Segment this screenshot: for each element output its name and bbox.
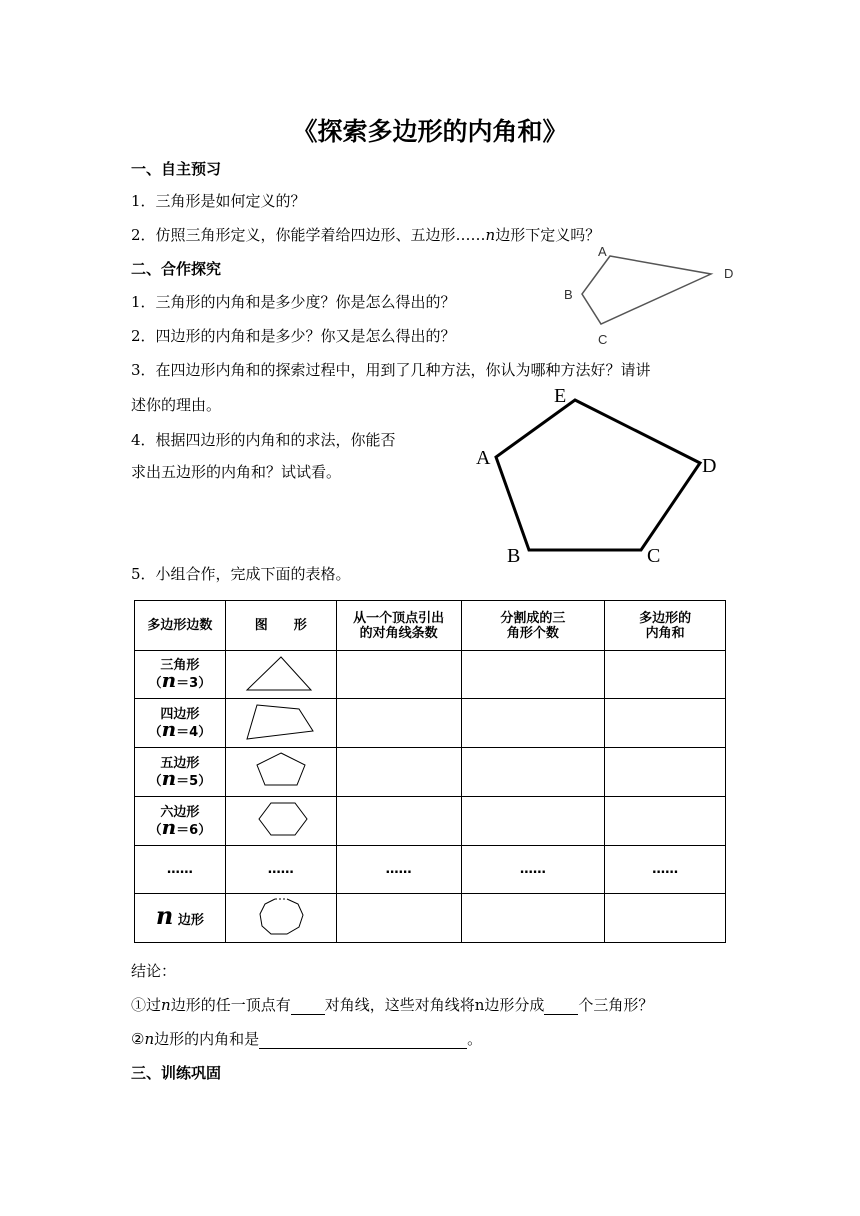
pentagon-shape: [241, 748, 321, 792]
explore-question-5: 5．小组合作，完成下面的表格。: [131, 565, 351, 583]
header-diagonals-l1: 从一个顶点引出: [353, 610, 445, 626]
header-diagonals-l2: 的对角线条数: [359, 625, 438, 641]
explore-question-3-line2: 述你的理由。: [131, 396, 222, 414]
table-row: [135, 699, 726, 748]
angle-sum-cell[interactable]: [605, 894, 726, 943]
row-name: 五边形: [160, 755, 200, 771]
blank-angle-sum[interactable]: [259, 1030, 467, 1049]
conclusion-text: ②: [131, 1030, 145, 1048]
triangle-shape: [241, 652, 321, 694]
header-triangles: [461, 601, 605, 651]
conclusion-text: 边形的内角和是: [154, 1030, 260, 1048]
header-angle-sum-l2: 内角和: [645, 625, 685, 641]
pentagon-label-d: D: [702, 455, 717, 477]
ellipsis: ……: [135, 846, 226, 894]
conclusion-label: 结论：: [131, 962, 177, 980]
quad-label-c: C: [598, 332, 608, 347]
table-row: [135, 797, 726, 846]
diagonals-cell[interactable]: [336, 699, 461, 748]
conclusion-text: 个三角形？: [578, 996, 654, 1014]
row-name: 三角形: [160, 658, 200, 673]
row-name: 六边形: [160, 804, 200, 820]
explore-question-2: 2．四边形的内角和是多少？你又是怎么得出的？: [131, 327, 456, 345]
pentagon-label-b: B: [507, 545, 521, 567]
row-paren: （: [148, 822, 162, 838]
row-label: [135, 797, 226, 846]
header-sides: 多边形边数: [135, 601, 226, 651]
conclusion-text: 对角线，这些对角线将n边形分成: [324, 996, 545, 1014]
n-variable: n: [161, 668, 177, 692]
figure-cell: [225, 894, 336, 943]
polygon-angle-table: [134, 600, 726, 943]
conclusion-text: 边形的任一顶点有: [170, 996, 291, 1014]
n-variable: n: [161, 996, 171, 1014]
table-row: [135, 894, 726, 943]
angle-sum-cell[interactable]: [605, 748, 726, 797]
diagonals-cell[interactable]: [336, 894, 461, 943]
header-diagonals: [336, 601, 461, 651]
table-header-row: [135, 601, 726, 651]
row-eq: ＝6）: [176, 822, 212, 838]
header-triangles-l1: 分割成的三: [500, 610, 566, 626]
conclusion-text: 。: [467, 1030, 483, 1048]
header-angle-sum-l1: 多边形的: [639, 610, 692, 626]
triangles-cell[interactable]: [461, 748, 605, 797]
section-heading-practice: 三、训练巩固: [131, 1064, 222, 1082]
blank-triangle-count[interactable]: [544, 996, 578, 1015]
n-gon-shape: [241, 894, 321, 938]
row-label: [135, 894, 226, 943]
triangles-cell[interactable]: [461, 651, 605, 699]
quadrilateral-figure: [556, 240, 746, 350]
conclusion-text: ①过: [131, 996, 162, 1014]
row-name: 边形: [177, 913, 204, 928]
row-label: [135, 748, 226, 797]
page-title: 《探索多边形的内角和》: [292, 117, 568, 146]
row-eq: ＝5）: [176, 773, 212, 789]
diagonals-cell[interactable]: [336, 651, 461, 699]
header-angle-sum: [605, 601, 726, 651]
row-name: 四边形: [160, 706, 200, 722]
row-eq: ＝4）: [176, 724, 212, 740]
section-heading-preview: 一、自主预习: [131, 160, 222, 178]
preview-question-1: 1．三角形是如何定义的？: [131, 192, 306, 210]
angle-sum-cell[interactable]: [605, 699, 726, 748]
explore-question-1: 1．三角形的内角和是多少度？你是怎么得出的？: [131, 293, 456, 311]
pentagon-label-c: C: [647, 545, 661, 567]
figure-cell: [225, 699, 336, 748]
table-row: [135, 748, 726, 797]
n-variable: n: [485, 226, 496, 244]
row-label: [135, 699, 226, 748]
quadrilateral-shape: [241, 699, 321, 743]
table-row-ellipsis: [135, 846, 726, 894]
diagonals-cell[interactable]: [336, 797, 461, 846]
n-variable: n: [155, 901, 174, 930]
ellipsis: ……: [461, 846, 605, 894]
explore-question-4-line2: 求出五边形的内角和？试试看。: [131, 463, 342, 481]
n-variable: n: [161, 716, 177, 741]
diagonals-cell[interactable]: [336, 748, 461, 797]
quad-label-b: B: [564, 287, 573, 302]
row-paren: （: [148, 676, 162, 691]
figure-cell: [225, 748, 336, 797]
row-label: [135, 651, 226, 699]
angle-sum-cell[interactable]: [605, 797, 726, 846]
blank-diagonal-count[interactable]: [291, 996, 325, 1015]
conclusion-line-2: [131, 1028, 482, 1049]
triangles-cell[interactable]: [461, 797, 605, 846]
preview-question-2-text: 2．仿照三角形定义，你能学着给四边形、五边形……: [131, 226, 486, 244]
pentagon-label-e: E: [554, 385, 567, 407]
preview-question-2: [131, 224, 600, 245]
preview-question-2-text-end: 边形下定义吗？: [495, 226, 601, 244]
header-triangles-l2: 角形个数: [506, 625, 559, 641]
conclusion-line-1: [131, 994, 653, 1015]
angle-sum-cell[interactable]: [605, 651, 726, 699]
section-heading-explore: 二、合作探究: [131, 260, 222, 278]
pentagon-figure: [466, 380, 726, 575]
row-paren: （: [148, 773, 162, 789]
row-eq: ＝3）: [176, 676, 212, 691]
triangles-cell[interactable]: [461, 699, 605, 748]
pentagon-label-a: A: [476, 447, 491, 469]
ellipsis: ……: [605, 846, 726, 894]
quad-label-d: D: [724, 266, 734, 281]
explore-question-3-line1: 3．在四边形内角和的探索过程中，用到了几种方法，你认为哪种方法好？请讲: [131, 361, 651, 379]
figure-cell: [225, 651, 336, 699]
figure-cell: [225, 797, 336, 846]
row-paren: （: [148, 724, 162, 740]
triangles-cell[interactable]: [461, 894, 605, 943]
ellipsis: ……: [225, 846, 336, 894]
table-row: [135, 651, 726, 699]
hexagon-shape: [241, 797, 321, 841]
n-variable: n: [144, 1030, 155, 1048]
explore-question-4-line1: 4．根据四边形的内角和的求法，你能否: [131, 431, 396, 449]
quad-label-a: A: [598, 244, 607, 259]
n-variable: n: [161, 765, 177, 790]
header-figure: 图 形: [225, 601, 336, 651]
ellipsis: ……: [336, 846, 461, 894]
n-variable: n: [161, 814, 177, 839]
